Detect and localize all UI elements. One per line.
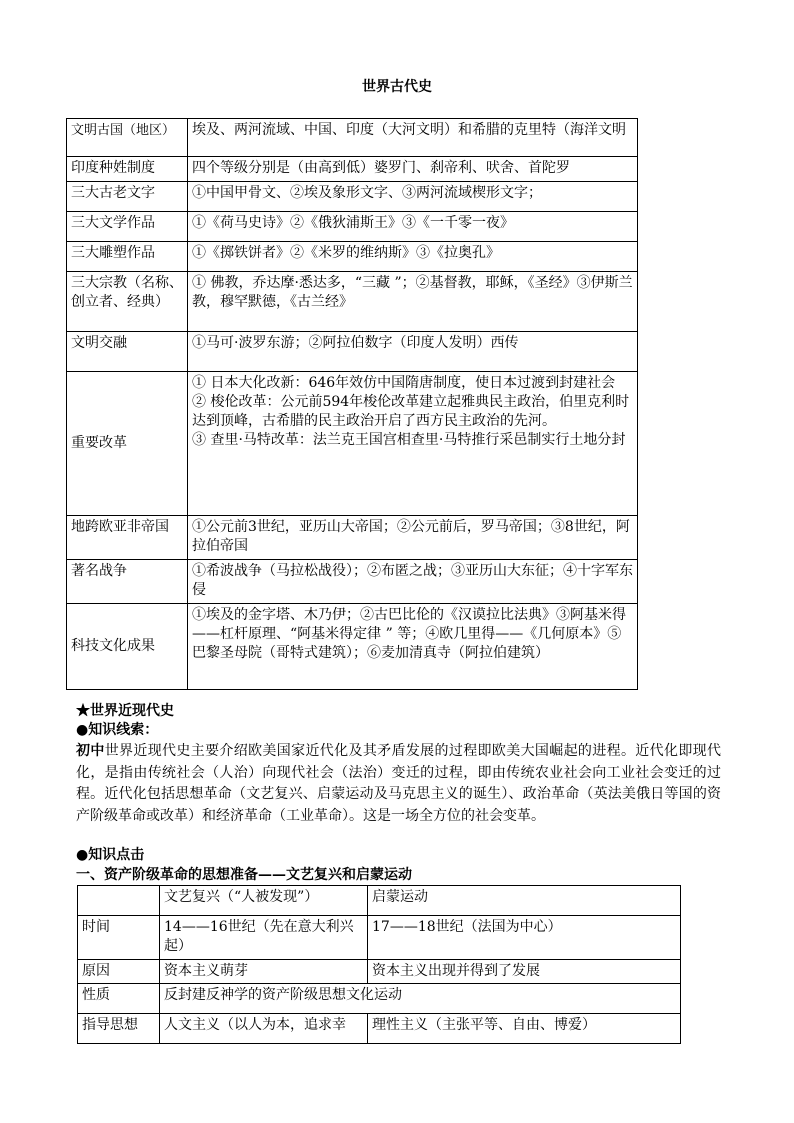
cell-enlightenment: 资本主义出现并得到了发展	[368, 960, 681, 984]
intro-text: 世界近现代史主要介绍欧美国家近代化及其矛盾发展的过程即欧美大国崛起的进程。近代化即现代化，是指由传统社会（人治）向现代社会（法治）变迁的过程，即由传统农业社会向工业社会变迁的过程。近代化包括思想革命（文艺复兴、启蒙运动及马克思主义的诞生）、政治革命（英法美俄日等国的资产阶级革命或改革）和经济革命（工业革命）。这是一场全方位的社会变革。	[76, 743, 722, 824]
row-label: 文明古国（地区）	[67, 119, 188, 157]
table-row	[78, 1014, 681, 1044]
modern-history-heading: ★世界近现代史	[76, 703, 174, 719]
table-row	[78, 916, 681, 960]
table-row	[67, 119, 638, 157]
row-label: 科技文化成果	[67, 604, 188, 690]
intro-paragraph	[76, 741, 721, 827]
table-row	[78, 984, 681, 1014]
ancient-history-table	[66, 118, 638, 690]
cell-merged: 反封建反神学的资产阶级思想文化运动	[160, 984, 681, 1014]
knowledge-points-heading: ●知识点击	[76, 847, 145, 863]
row-label: 三大宗教（名称、创立者、经典）	[67, 272, 188, 332]
intro-bold: 初中	[76, 743, 105, 759]
table-row	[67, 560, 638, 604]
table-row	[67, 372, 638, 516]
row-label: 三大雕塑作品	[67, 242, 188, 272]
row-label: 三大古老文字	[67, 182, 188, 212]
table-row	[67, 604, 638, 690]
row-value: 埃及、两河流域、中国、印度（大河文明）和希腊的克里特（海洋文明	[188, 119, 638, 157]
row-value: ①《荷马史诗》②《俄狄浦斯王》③《一千零一夜》	[188, 212, 638, 242]
cell-enlightenment: 理性主义（主张平等、自由、博爱）	[368, 1014, 681, 1044]
cell-renaissance: 资本主义萌芽	[160, 960, 368, 984]
table-row	[67, 516, 638, 560]
row-value: ①公元前3世纪，亚历山大帝国；②公元前后，罗马帝国；③8世纪，阿拉伯帝国	[188, 516, 638, 560]
section1-heading: 一、资产阶级革命的思想准备——文艺复兴和启蒙运动	[76, 867, 412, 883]
header-cell: 文艺复兴（“人被发现”）	[160, 886, 368, 916]
table-row	[67, 157, 638, 182]
table-row	[67, 272, 638, 332]
comparison-table	[77, 885, 681, 1044]
page-title: 世界古代史	[362, 79, 432, 95]
table-row	[67, 242, 638, 272]
header-cell	[78, 886, 160, 916]
table-row	[67, 332, 638, 372]
row-label: 三大文学作品	[67, 212, 188, 242]
row-value: ① 日本大化改新：646年效仿中国隋唐制度，使日本过渡到封建社会 ② 梭伦改革：公元前594年梭伦改革建立起雅典民主政治，伯里克利时达到顶峰，古希腊的民主政治开启了西方民主政治的先河。 ③ 查里·马特改革：法兰克王国宫相查里·马特推行采邑制实行土地分封	[188, 372, 638, 516]
row-label: 原因	[78, 960, 160, 984]
cell-renaissance: 14——16世纪（先在意大利兴起）	[160, 916, 368, 960]
row-value: ①马可·波罗东游；②阿拉伯数字（印度人发明）西传	[188, 332, 638, 372]
row-value: ①希波战争（马拉松战役）；②布匿之战；③亚历山大东征；④十字军东侵	[188, 560, 638, 604]
table-row	[78, 960, 681, 984]
row-value: ① 佛教，乔达摩·悉达多，“三藏 ”；②基督教，耶稣，《圣经》③伊斯兰教，穆罕默德，《古兰经》	[188, 272, 638, 332]
row-value: ①中国甲骨文、②埃及象形文字、③两河流域楔形文字；	[188, 182, 638, 212]
table-row	[67, 182, 638, 212]
row-label: 重要改革	[67, 372, 188, 516]
cell-enlightenment: 17——18世纪（法国为中心）	[368, 916, 681, 960]
cell-renaissance: 人文主义（以人为本，追求幸	[160, 1014, 368, 1044]
row-value: ①埃及的金字塔、木乃伊；②古巴比伦的《汉谟拉比法典》③阿基米得——杠杆原理、“阿基米得定律 ” 等；④欧几里得——《几何原本》⑤巴黎圣母院（哥特式建筑）；⑥麦加清真寺（阿拉伯建筑）	[188, 604, 638, 690]
row-label: 时间	[78, 916, 160, 960]
row-label: 指导思想	[78, 1014, 160, 1044]
knowledge-clue-heading: ●知识线索：	[76, 722, 159, 738]
row-label: 性质	[78, 984, 160, 1014]
row-label: 地跨欧亚非帝国	[67, 516, 188, 560]
row-label: 文明交融	[67, 332, 188, 372]
table-row	[67, 212, 638, 242]
row-value: 四个等级分别是（由高到低）婆罗门、刹帝利、吠舍、首陀罗	[188, 157, 638, 182]
header-cell: 启蒙运动	[368, 886, 681, 916]
row-label: 印度种姓制度	[67, 157, 188, 182]
row-value: ①《掷铁饼者》②《米罗的维纳斯》③《拉奥孔》	[188, 242, 638, 272]
row-label: 著名战争	[67, 560, 188, 604]
table-header-row	[78, 886, 681, 916]
